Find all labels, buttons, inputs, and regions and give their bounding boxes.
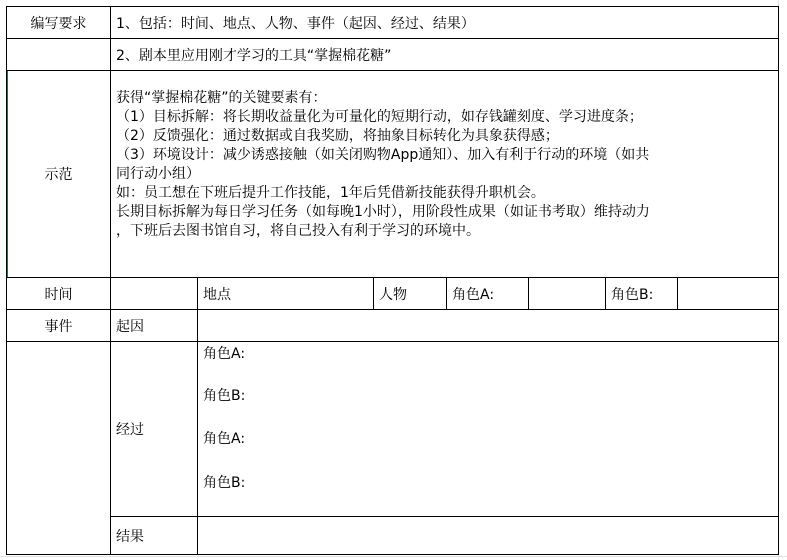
process-label: 经过 <box>116 422 144 438</box>
time-label: 时间 <box>44 286 73 303</box>
process-role-line: 角色A: <box>203 346 246 362</box>
process-role-line: 角色B: <box>203 388 246 404</box>
process-role-line: 角色B: <box>203 475 246 491</box>
role-b-label: 角色B: <box>611 286 654 303</box>
demo-line: （3）环境设计：减少诱惑接触（如关闭购物App通知）、加入有利于行动的环境（如共 <box>116 147 650 163</box>
people-label: 人物 <box>379 286 407 303</box>
event-label: 事件 <box>44 318 73 335</box>
process-role-line: 角色A: <box>203 431 246 447</box>
demo-line: 获得“掌握棉花糖”的关键要素有： <box>116 90 327 106</box>
demo-content <box>116 89 650 241</box>
demo-line: （2）反馈强化：通过数据或自我奖励，将抽象目标转化为具象获得感； <box>116 128 559 144</box>
demo-line: 长期目标拆解为每日学习任务（如每晚1小时），用阶段性成果（如证书考取）维持动力 <box>116 204 650 220</box>
result-label: 结果 <box>116 528 144 545</box>
requirements-line-1: 1、包括：时间、地点、人物、事件（起因、经过、结果） <box>116 15 475 32</box>
requirements-label: 编写要求 <box>30 15 87 32</box>
cause-label: 起因 <box>116 318 144 335</box>
grid-line <box>0 556 787 557</box>
demo-line: （1）目标拆解：将长期收益量化为可量化的短期行动，如存钱罐刻度、学习进度条； <box>116 109 643 125</box>
place-label: 地点 <box>203 286 231 303</box>
role-a-label: 角色A: <box>452 286 495 303</box>
demo-line: 如：员工想在下班后提升工作技能，1年后凭借新技能获得升职机会。 <box>116 185 545 201</box>
demo-line: ，下班后去图书馆自习，将自己投入有利于学习的环境中。 <box>116 223 480 239</box>
demo-line: 同行动小组） <box>116 166 200 182</box>
requirements-line-2: 2、剧本里应用刚才学习的工具“掌握棉花糖” <box>116 47 392 64</box>
demo-label: 示范 <box>44 167 73 183</box>
time-value[interactable] <box>111 278 197 309</box>
